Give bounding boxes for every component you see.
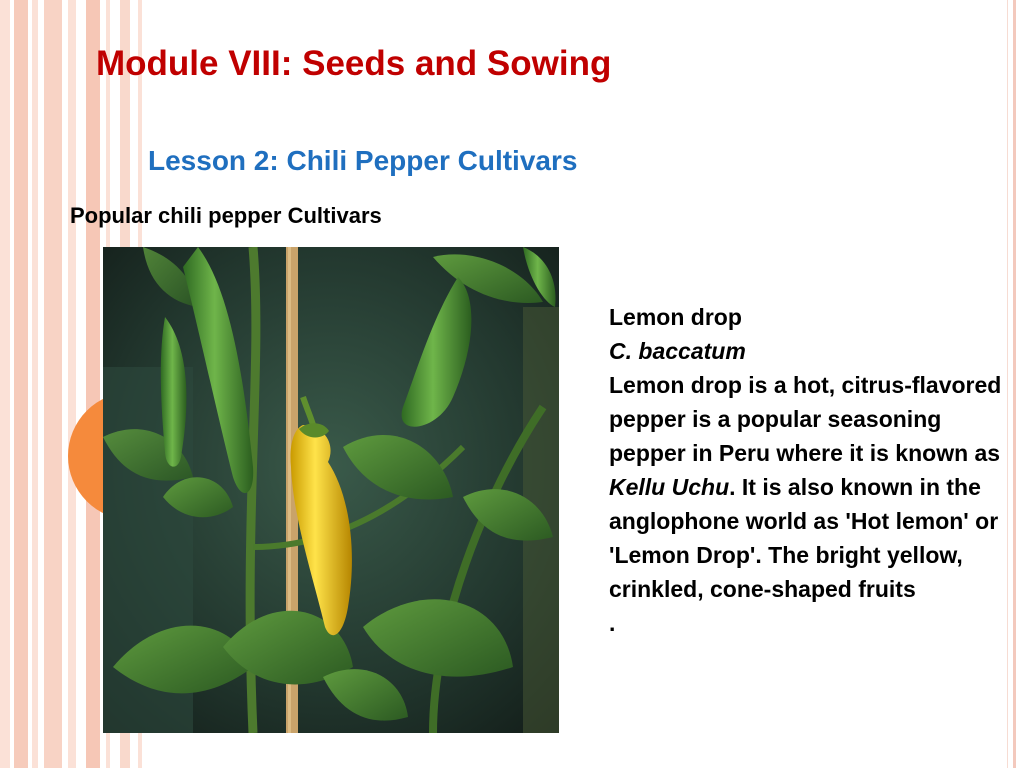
- section-label: Popular chili pepper Cultivars: [70, 203, 382, 228]
- trailing-mark: .: [609, 610, 616, 636]
- description-part-2: . It is also known in the anglophone world as 'Hot lemon' or 'Lemon Drop'. The bright yellow, crinkled, cone-shaped fruits: [609, 474, 999, 602]
- cultivar-species: C. baccatum: [609, 338, 746, 364]
- lesson-subtitle: Lesson 2: Chili Pepper Cultivars: [148, 145, 578, 176]
- cultivar-name: Lemon drop: [609, 304, 742, 330]
- lemon-drop-pepper-photo: [103, 247, 559, 733]
- right-border-line-thin: [1007, 0, 1008, 768]
- right-border-line: [1013, 0, 1016, 768]
- local-name: Kellu Uchu: [609, 474, 730, 500]
- slide-title: Module VIII: Seeds and Sowing: [96, 44, 612, 83]
- cultivar-description: [609, 368, 1004, 606]
- cultivar-description-block: [609, 300, 1004, 640]
- description-part-1: Lemon drop is a hot, citrus-flavored pepper is a popular seasoning pepper in Peru where it is known as: [609, 372, 1002, 466]
